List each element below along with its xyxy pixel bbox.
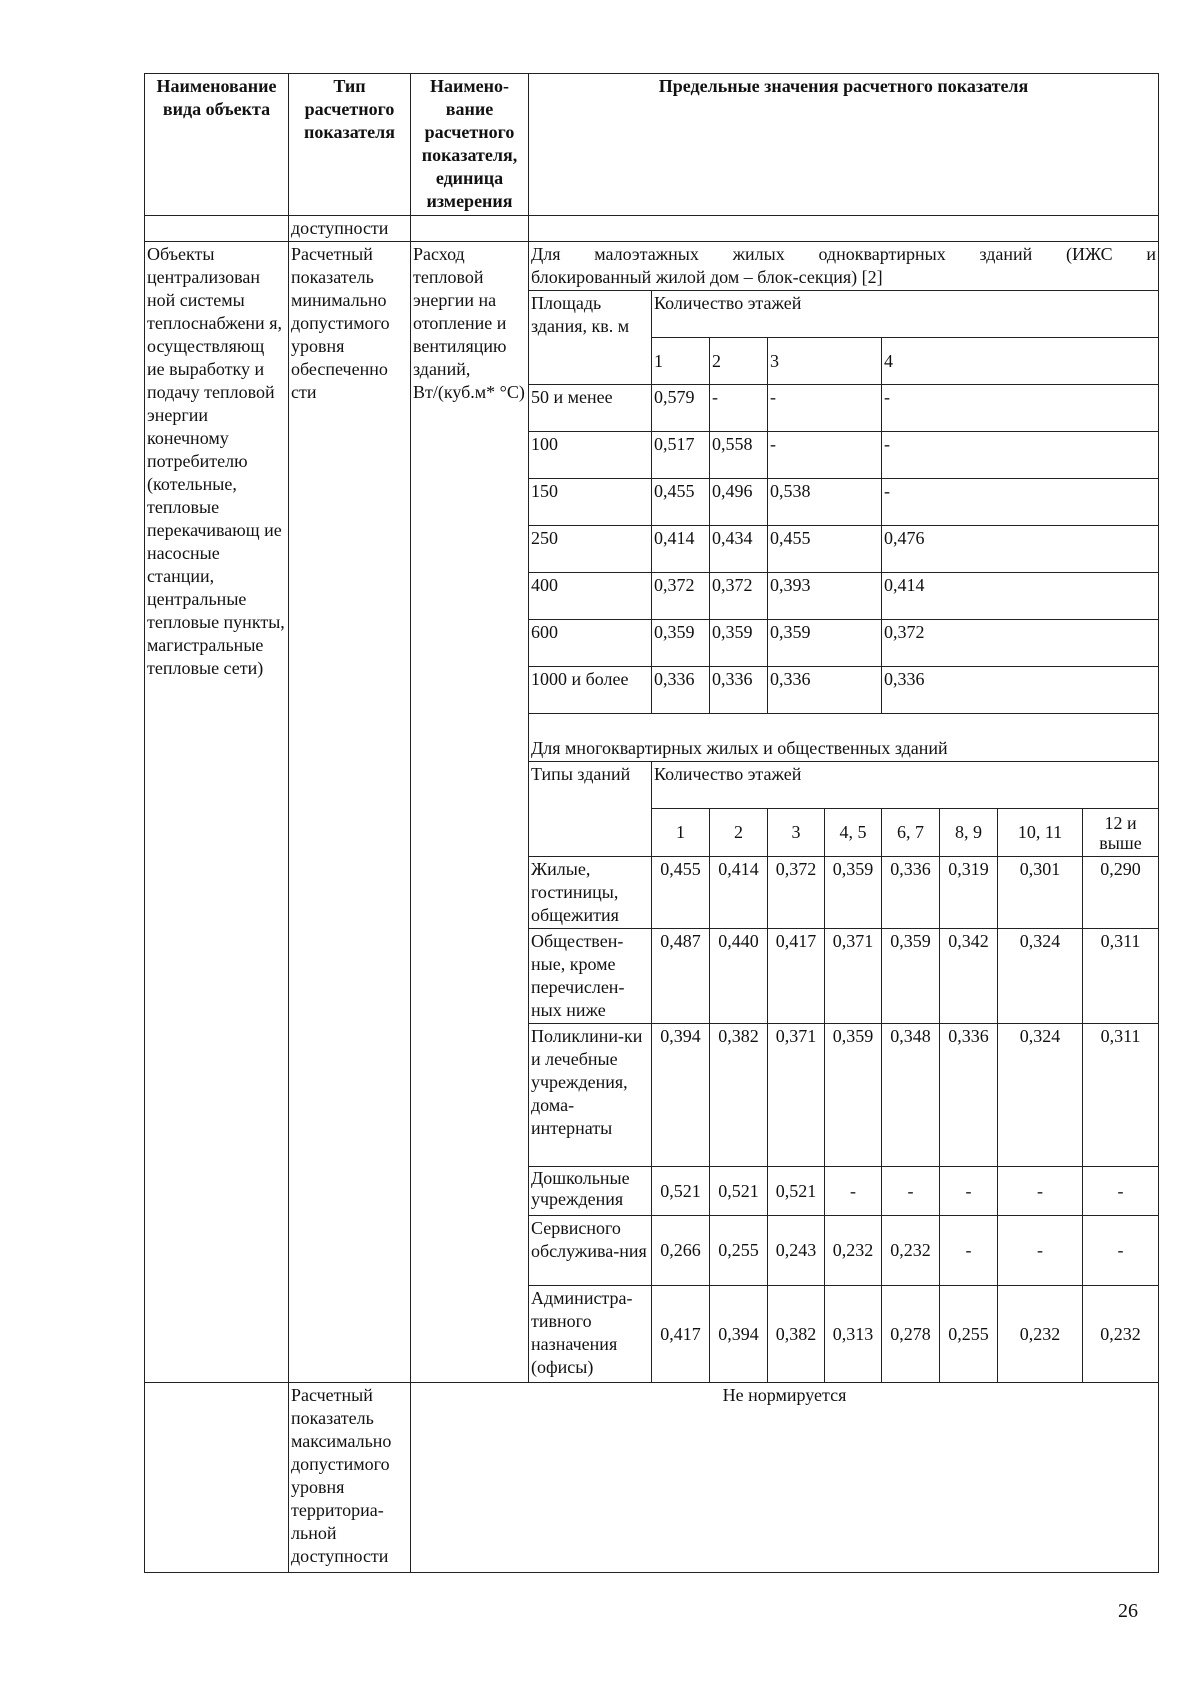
low-rise-area: 100 — [529, 432, 652, 479]
multi-value: 0,278 — [882, 1286, 940, 1383]
carryover-empty-3 — [529, 216, 1159, 242]
multi-value: 0,232 — [998, 1286, 1083, 1383]
multi-value: 0,359 — [825, 1024, 882, 1167]
low-rise-floors-header: Количество этажей — [652, 291, 1159, 338]
low-rise-value: 0,359 — [652, 620, 710, 667]
low-rise-value: - — [768, 432, 882, 479]
multi-value: 0,342 — [940, 929, 998, 1024]
low-rise-value: 0,372 — [882, 620, 1159, 667]
header-limit-values: Предельные значения расчетного показателя — [529, 74, 1159, 216]
multi-value: 0,394 — [710, 1286, 768, 1383]
multi-value: 0,440 — [710, 929, 768, 1024]
multi-value: 0,324 — [998, 1024, 1083, 1167]
low-rise-area-header: Площадь здания, кв. м — [529, 291, 652, 385]
low-rise-title-row — [145, 242, 1159, 291]
multi-type: Дошкольные учреждения — [529, 1167, 652, 1216]
multi-value: 0,290 — [1083, 857, 1159, 929]
indicators-table — [144, 73, 1159, 1573]
multi-value: 0,521 — [768, 1167, 825, 1216]
low-rise-area: 1000 и более — [529, 667, 652, 714]
multi-floor: 8, 9 — [940, 809, 998, 857]
low-rise-value: 0,359 — [768, 620, 882, 667]
low-rise-value: 0,359 — [710, 620, 768, 667]
low-rise-value: 0,336 — [882, 667, 1159, 714]
low-rise-area: 150 — [529, 479, 652, 526]
object-name: Объекты централизован ной системы теплоснабжени я, осуществляющ ие выработку и подачу тепловой энергии конечному потребителю (котельные, тепловые перекачивающ ие насосные станции, центральные тепловые пункты, магистральные тепловые сети) — [145, 242, 289, 1383]
multi-value: 0,255 — [940, 1286, 998, 1383]
low-rise-value: 0,372 — [652, 573, 710, 620]
low-rise-value: 0,517 — [652, 432, 710, 479]
multi-value: - — [1083, 1167, 1159, 1216]
multi-value: 0,521 — [710, 1167, 768, 1216]
header-indicator-name: Наимено-вание расчетного показателя, единица измерения — [411, 74, 529, 216]
carryover-type: доступности — [289, 216, 411, 242]
multi-value: 0,311 — [1083, 1024, 1159, 1167]
multi-value: 0,455 — [652, 857, 710, 929]
multi-value: - — [825, 1167, 882, 1216]
multi-value: 0,232 — [882, 1216, 940, 1286]
low-rise-value: 0,455 — [652, 479, 710, 526]
low-rise-value: 0,414 — [882, 573, 1159, 620]
carryover-empty-1 — [145, 216, 289, 242]
multi-value: - — [1083, 1216, 1159, 1286]
low-rise-value: 0,476 — [882, 526, 1159, 573]
multi-floor: 4, 5 — [825, 809, 882, 857]
table-header-row — [145, 74, 1159, 216]
low-rise-value: 0,336 — [652, 667, 710, 714]
multi-floors-header: Количество этажей — [652, 762, 1159, 809]
low-rise-value: 0,558 — [710, 432, 768, 479]
low-rise-value: - — [710, 385, 768, 432]
multi-value: 0,336 — [940, 1024, 998, 1167]
multi-value: 0,487 — [652, 929, 710, 1024]
low-rise-value: 0,336 — [768, 667, 882, 714]
multi-type-header: Типы зданий — [529, 762, 652, 857]
multi-floor: 2 — [710, 809, 768, 857]
max-indicator-row — [145, 1383, 1159, 1573]
multi-value: - — [940, 1167, 998, 1216]
document-page — [144, 73, 1158, 1573]
multi-value: - — [940, 1216, 998, 1286]
not-normed-value: Не нормируется — [411, 1383, 1159, 1573]
multi-value: 0,359 — [825, 857, 882, 929]
low-rise-area: 400 — [529, 573, 652, 620]
multi-value: 0,266 — [652, 1216, 710, 1286]
low-rise-value: 0,455 — [768, 526, 882, 573]
multi-floor: 10, 11 — [998, 809, 1083, 857]
carryover-row — [145, 216, 1159, 242]
multi-value: 0,382 — [768, 1286, 825, 1383]
indicator-type-min: Расчетный показатель минимально допустимого уровня обеспеченно сти — [289, 242, 411, 1383]
low-rise-value: - — [882, 432, 1159, 479]
multi-value: 0,417 — [768, 929, 825, 1024]
multi-value: 0,348 — [882, 1024, 940, 1167]
carryover-empty-2 — [411, 216, 529, 242]
low-rise-area: 250 — [529, 526, 652, 573]
low-rise-value: 0,434 — [710, 526, 768, 573]
multi-value: - — [998, 1216, 1083, 1286]
multi-value: 0,372 — [768, 857, 825, 929]
low-rise-value: 0,393 — [768, 573, 882, 620]
multi-floor: 6, 7 — [882, 809, 940, 857]
low-rise-value: 0,579 — [652, 385, 710, 432]
low-rise-value: - — [882, 385, 1159, 432]
multi-value: 0,521 — [652, 1167, 710, 1216]
multi-type: Обществен-ные, кроме перечислен-ных ниже — [529, 929, 652, 1024]
multi-type: Жилые, гостиницы, общежития — [529, 857, 652, 929]
low-rise-value: - — [768, 385, 882, 432]
multi-value: 0,232 — [825, 1216, 882, 1286]
multi-value: 0,414 — [710, 857, 768, 929]
low-rise-value: - — [882, 479, 1159, 526]
low-rise-title-line2: блокированный жилой дом – блок-секция) [2] — [531, 267, 883, 287]
indicator-type-max: Расчетный показатель максимально допустимого уровня территориа-льной доступности — [289, 1383, 411, 1573]
multi-value: 0,311 — [1083, 929, 1159, 1024]
multi-type: Сервисного обслужива-ния — [529, 1216, 652, 1286]
multi-value: 0,243 — [768, 1216, 825, 1286]
low-rise-floor: 1 — [652, 338, 710, 385]
low-rise-title — [529, 242, 1159, 291]
multi-value: 0,371 — [825, 929, 882, 1024]
low-rise-floor: 4 — [882, 338, 1159, 385]
low-rise-area: 600 — [529, 620, 652, 667]
indicator-name: Расход тепловой энергии на отопление и вентиляцию зданий, Вт/(куб.м* °С) — [411, 242, 529, 1383]
low-rise-value: 0,414 — [652, 526, 710, 573]
multi-value: 0,301 — [998, 857, 1083, 929]
multi-value: - — [998, 1167, 1083, 1216]
multi-type: Администра-тивного назначения (офисы) — [529, 1286, 652, 1383]
low-rise-floor: 3 — [768, 338, 882, 385]
header-indicator-type: Тип расчетного показателя — [289, 74, 411, 216]
multi-type: Поликлини-ки и лечебные учреждения, дома-интернаты — [529, 1024, 652, 1167]
multi-value: 0,324 — [998, 929, 1083, 1024]
low-rise-value: 0,372 — [710, 573, 768, 620]
multi-floor: 12 и выше — [1083, 809, 1159, 857]
multi-floor: 1 — [652, 809, 710, 857]
multi-value: 0,313 — [825, 1286, 882, 1383]
low-rise-area: 50 и менее — [529, 385, 652, 432]
multi-value: 0,359 — [882, 929, 940, 1024]
low-rise-title-line1: Для малоэтажных жилых одноквартирных зданий (ИЖС и — [531, 244, 1157, 264]
low-rise-value: 0,336 — [710, 667, 768, 714]
multi-value: 0,371 — [768, 1024, 825, 1167]
multi-value: 0,336 — [882, 857, 940, 929]
low-rise-floor: 2 — [710, 338, 768, 385]
max-indicator-empty — [145, 1383, 289, 1573]
multi-value: 0,232 — [1083, 1286, 1159, 1383]
page-number: 26 — [1118, 1600, 1138, 1622]
low-rise-value: 0,538 — [768, 479, 882, 526]
header-object-name: Наименование вида объекта — [145, 74, 289, 216]
multi-value: - — [882, 1167, 940, 1216]
multi-value: 0,255 — [710, 1216, 768, 1286]
multi-title: Для многоквартирных жилых и общественных зданий — [529, 714, 1159, 762]
multi-value: 0,417 — [652, 1286, 710, 1383]
multi-value: 0,394 — [652, 1024, 710, 1167]
multi-value: 0,382 — [710, 1024, 768, 1167]
low-rise-value: 0,496 — [710, 479, 768, 526]
multi-floor: 3 — [768, 809, 825, 857]
multi-value: 0,319 — [940, 857, 998, 929]
